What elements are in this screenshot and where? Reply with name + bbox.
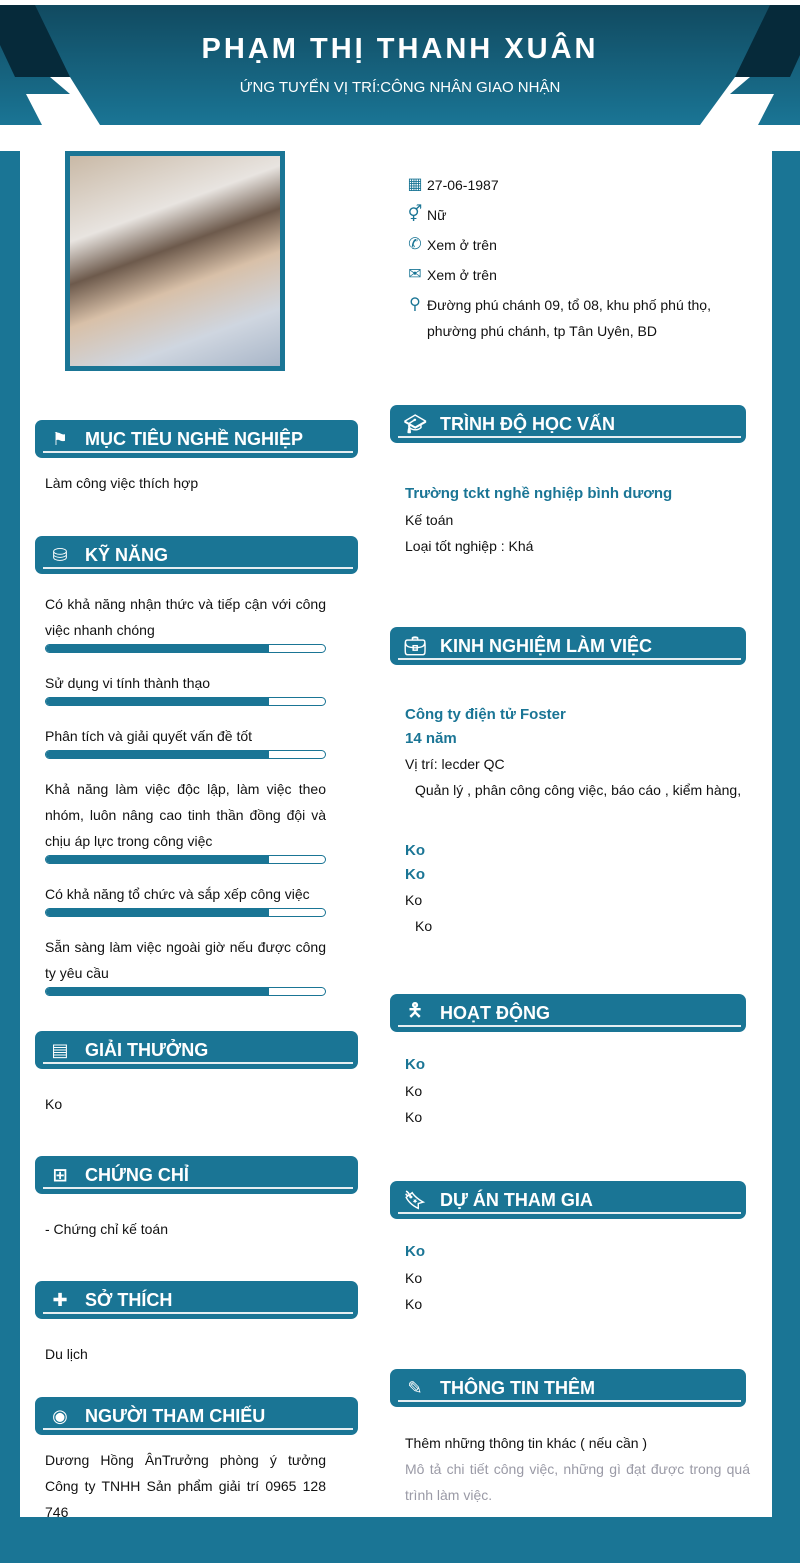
section-hobbies bbox=[35, 1281, 358, 1367]
section-title: NGƯỜI THAM CHIẾU bbox=[85, 1405, 266, 1426]
skill-level-bar bbox=[45, 750, 326, 759]
skill-label: Sẵn sàng làm việc ngoài giờ nếu được công ty yêu cầu bbox=[45, 939, 326, 981]
gender-icon: ⚥ bbox=[407, 206, 423, 223]
section-education bbox=[390, 405, 746, 559]
phone-icon: ✆ bbox=[408, 236, 422, 253]
skill-level-bar bbox=[45, 644, 326, 653]
section-title: MỤC TIÊU NGHỀ NGHIỆP bbox=[85, 428, 304, 449]
candidate-name: PHẠM THỊ THANH XUÂN bbox=[201, 33, 599, 65]
skill-label: Có khả năng tổ chức và sắp xếp công việc bbox=[45, 886, 310, 902]
job-duration: Ko bbox=[405, 866, 425, 883]
job-duration: 14 năm bbox=[405, 730, 457, 747]
section-skills bbox=[35, 536, 358, 1013]
section-title: THÔNG TIN THÊM bbox=[440, 1377, 595, 1398]
extra-text: Thêm những thông tin khác ( nếu cần ) bbox=[405, 1435, 648, 1451]
objective-text: Làm công việc thích hợp bbox=[45, 475, 199, 491]
section-title: GIẢI THƯỞNG bbox=[85, 1039, 209, 1060]
extra-hint: Mô tả chi tiết công việc, những gì đạt được trong quá trình làm việc. bbox=[405, 1461, 750, 1503]
job-entry bbox=[405, 703, 746, 803]
section-title: DỰ ÁN THAM GIA bbox=[440, 1189, 593, 1210]
project-name: Ko bbox=[405, 1243, 425, 1260]
skill-level-fill bbox=[46, 698, 269, 705]
skill-label: Phân tích và giải quyết vấn đề tốt bbox=[45, 728, 253, 744]
calendar-icon: ▦ bbox=[407, 176, 423, 193]
hobbies-text: Du lịch bbox=[45, 1346, 88, 1362]
project-line: Ko bbox=[405, 1270, 423, 1286]
section-awards bbox=[35, 1031, 358, 1117]
job-entry bbox=[405, 839, 746, 939]
awards-text: Ko bbox=[45, 1096, 63, 1112]
location-icon: ⚲ bbox=[409, 296, 421, 313]
graduation-cap-icon: 🎓︎ bbox=[403, 413, 427, 434]
bookmark-icon: 🔖︎ bbox=[403, 1189, 427, 1210]
school-name: Trường tckt nghề nghiệp bình dương bbox=[405, 485, 673, 502]
section-title: KỸ NĂNG bbox=[85, 544, 169, 565]
job-description: Ko bbox=[415, 918, 433, 934]
section-projects bbox=[390, 1181, 746, 1317]
skill-level-bar bbox=[45, 855, 326, 864]
profile-photo bbox=[65, 151, 285, 371]
person-icon: 🯅 bbox=[407, 1000, 423, 1020]
skill-level-bar bbox=[45, 908, 326, 917]
major: Kế toán bbox=[405, 512, 454, 528]
job-description: Quản lý , phân công công việc, báo cáo , kiểm hàng, bbox=[415, 782, 742, 798]
email-icon: ✉ bbox=[408, 266, 422, 283]
activity-line: Ko bbox=[405, 1083, 423, 1099]
skill-level-bar bbox=[45, 987, 326, 996]
skill-level-fill bbox=[46, 645, 269, 652]
phone: Xem ở trên bbox=[427, 237, 497, 253]
project-line: Ko bbox=[405, 1296, 423, 1312]
gamepad-icon: ✚ bbox=[52, 1289, 68, 1310]
frame-right bbox=[772, 151, 800, 1563]
job-role: Ko bbox=[405, 892, 423, 908]
section-title: KINH NGHIỆM LÀM VIỆC bbox=[440, 635, 653, 656]
grade: Loại tốt nghiệp : Khá bbox=[405, 538, 534, 554]
skill-level-bar bbox=[45, 697, 326, 706]
skills-icon: ⛁ bbox=[52, 544, 68, 565]
skill-level-fill bbox=[46, 751, 269, 758]
flag-icon: ⚑ bbox=[51, 428, 69, 449]
frame-left bbox=[0, 151, 20, 1563]
skill-label: Khả năng làm việc độc lập, làm việc theo nhóm, luôn nâng cao tinh thần đồng đội và chịu áp lực trong công việc bbox=[45, 781, 326, 849]
section-title: TRÌNH ĐỘ HỌC VẤN bbox=[440, 413, 615, 434]
user-icon: ◉ bbox=[52, 1405, 68, 1426]
briefcase-icon: 💼︎ bbox=[403, 635, 427, 656]
section-title: SỞ THÍCH bbox=[85, 1289, 173, 1310]
section-title: HOẠT ĐỘNG bbox=[440, 1002, 550, 1023]
job-company: Công ty điện tử Foster bbox=[405, 706, 566, 723]
section-objective bbox=[35, 420, 358, 496]
document-icon: ▤ bbox=[51, 1039, 69, 1060]
section-references bbox=[35, 1397, 358, 1525]
applied-position: ỨNG TUYỂN VỊ TRÍ:CÔNG NHÂN GIAO NHẬN bbox=[239, 79, 561, 96]
section-title: CHỨNG CHỈ bbox=[85, 1164, 189, 1185]
header-banner bbox=[0, 0, 800, 125]
activity-name: Ko bbox=[405, 1056, 425, 1073]
section-extra-info bbox=[390, 1369, 750, 1508]
section-certificates bbox=[35, 1156, 358, 1242]
gift-icon: ⊞ bbox=[52, 1164, 68, 1185]
address: Đường phú chánh 09, tổ 08, khu phố phú thọ, phường phú chánh, tp Tân Uyên, BD bbox=[427, 297, 711, 339]
gender: Nữ bbox=[427, 207, 447, 223]
job-company: Ko bbox=[405, 842, 425, 859]
section-experience bbox=[390, 627, 746, 939]
contact-info bbox=[403, 170, 753, 344]
certificates-text: - Chứng chỉ kế toán bbox=[45, 1221, 168, 1237]
activity-line: Ko bbox=[405, 1109, 423, 1125]
skill-label: Có khả năng nhận thức và tiếp cận với công việc nhanh chóng bbox=[45, 596, 326, 638]
skills-list bbox=[35, 591, 358, 996]
skill-label: Sử dụng vi tính thành thạo bbox=[45, 675, 211, 691]
edit-icon: ✎ bbox=[407, 1377, 423, 1398]
skill-level-fill bbox=[46, 909, 269, 916]
skill-level-fill bbox=[46, 988, 269, 995]
references-text: Dương Hồng ÂnTrưởng phòng ý tưởng Công ty TNHH Sản phẩm giải trí 0965 128 746 bbox=[45, 1452, 326, 1520]
birthday: 27-06-1987 bbox=[427, 177, 499, 193]
email: Xem ở trên bbox=[427, 267, 497, 283]
skill-level-fill bbox=[46, 856, 269, 863]
section-activities bbox=[390, 994, 746, 1130]
job-role: Vị trí: lecder QC bbox=[405, 756, 505, 772]
